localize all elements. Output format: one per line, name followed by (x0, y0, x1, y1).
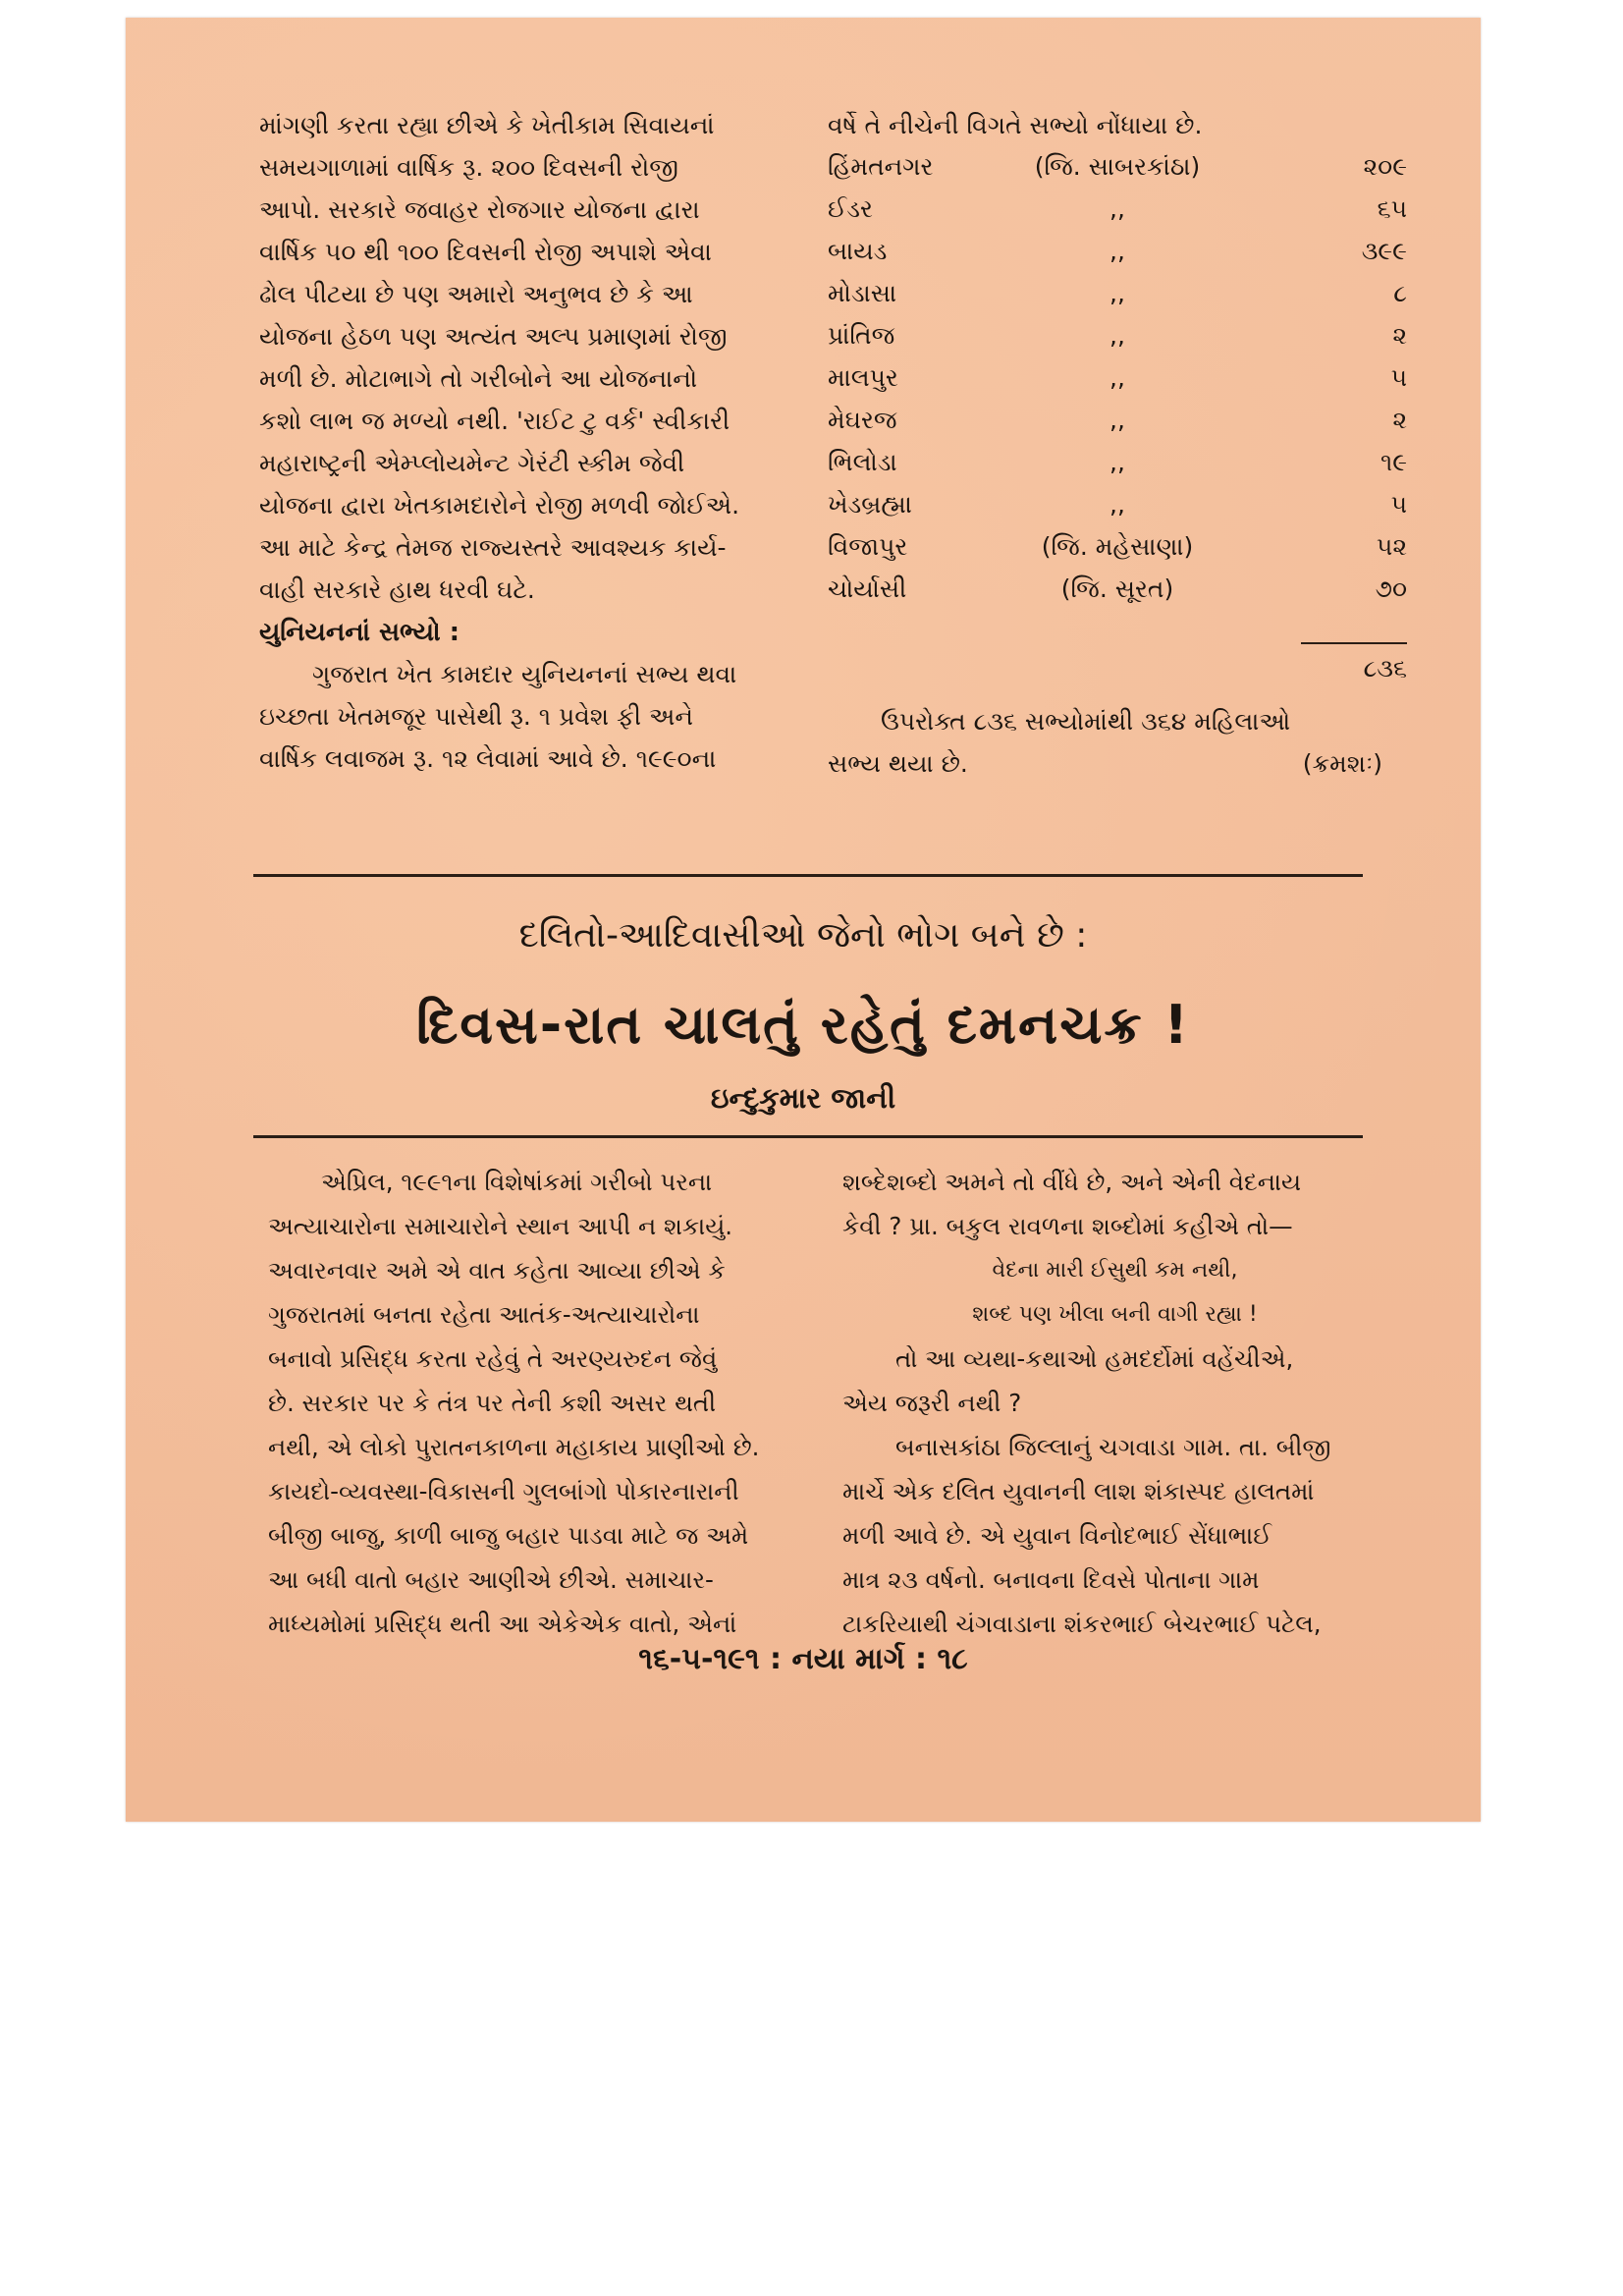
text-line: તો આ વ્યથા-કથાઓ હમદર્દોમાં વહેંચીએ, (895, 1344, 1294, 1373)
place-cell: વિજાપુર (828, 532, 908, 561)
district-cell: ,, (1109, 406, 1125, 434)
table-row (828, 188, 1407, 230)
left-column-text (259, 104, 760, 780)
table-row (828, 525, 1407, 568)
union-members-subheading: યુનિયનનાં સભ્યો : (259, 618, 460, 647)
members-total: ૮૩૬ (1363, 654, 1407, 683)
place-cell: માલપુર (828, 363, 898, 392)
table-row (828, 314, 1407, 356)
place-cell: ઈડર (828, 194, 873, 223)
text-line: આપો. સરકારે જવાહર રોજગાર યોજના દ્વારા (259, 195, 700, 224)
page-footer: ૧૬-૫-૧૯૧ : નયા માર્ગ : ૧૮ (638, 1642, 968, 1676)
district-cell: ,, (1109, 279, 1125, 307)
count-cell: ૮ (1393, 279, 1407, 307)
text-line: માંગણી કરતા રહ્યા છીએ કે ખેતીકામ સિવાયનાં (259, 111, 715, 139)
place-cell: ભિલોડા (828, 448, 897, 476)
text-line: માત્ર ૨૩ વર્ષનો. બનાવના દિવસે પોતાના ગામ (842, 1565, 1260, 1594)
district-cell: (જિ. સૂરત) (1060, 574, 1174, 603)
text-line: છે. સરકાર પર કે તંત્ર પર તેની કશી અસર થતી (268, 1389, 717, 1417)
count-cell: ૫૨ (1376, 532, 1407, 561)
text-line: ગુજરાત ખેત કામદાર યુનિયનનાં સભ્ય થવા (312, 660, 737, 688)
count-cell: ૨ (1392, 321, 1407, 350)
text-line: સમયગાળામાં વાર્ષિક રૂ. ૨૦૦ દિવસની રોજી (259, 153, 678, 182)
text-line: યોજના હેઠળ પણ અત્યંત અલ્પ પ્રમાણમાં રોજી (259, 322, 728, 351)
text-line: અવારનવાર અમે એ વાત કહેતા આવ્યા છીએ કે (268, 1256, 726, 1285)
text-line: ઇચ્છતા ખેતમજૂર પાસેથી રૂ. ૧ પ્રવેશ ફી અને (259, 702, 693, 731)
district-cell: ,, (1109, 237, 1125, 265)
text-line: આ બધી વાતો બહાર આણીએ છીએ. સમાચાર- (268, 1565, 714, 1594)
section-divider-bottom (253, 1135, 1363, 1138)
place-cell: પ્રાંતિજ (828, 321, 895, 350)
count-cell: ૭૦ (1375, 574, 1407, 603)
table-row (828, 441, 1407, 483)
count-cell: ૫ (1390, 363, 1407, 392)
text-line: એપ્રિલ, ૧૯૯૧ના વિશેષાંકમાં ગરીબો પરના (321, 1168, 713, 1196)
article-byline: ઇન્દુકુમાર જાની (710, 1081, 896, 1115)
text-line: બીજી બાજુ, કાળી બાજુ બહાર પાડવા માટે જ અમે (268, 1521, 749, 1550)
place-cell: હિંમતનગર (828, 152, 934, 181)
district-cell: (જિ. સાબરકાંઠા) (1034, 152, 1201, 181)
text-line: ટાકરિયાથી ચંગવાડાના શંકરભાઈ બેચરભાઈ પટેલ, (842, 1610, 1322, 1638)
text-line: નથી, એ લોકો પુરાતનકાળના મહાકાય પ્રાણીઓ છે. (268, 1433, 760, 1461)
count-cell: ૧૯ (1380, 448, 1407, 476)
section-divider-top (253, 874, 1363, 877)
magazine-page (126, 18, 1481, 1822)
count-cell: ૨ (1392, 406, 1407, 434)
district-cell: (જિ. મહેસાણા) (1041, 532, 1194, 561)
text-line: માધ્યમોમાં પ્રસિદ્ધ થતી આ એકેએક વાતો, એનાં (268, 1610, 737, 1638)
count-cell: ૫ (1390, 490, 1407, 519)
article-headline: દિવસ-રાત ચાલતું રહેતું દમનચક્ર ! (416, 994, 1190, 1056)
table-row (828, 568, 1407, 610)
place-cell: ખેડબ્રહ્મા (828, 490, 912, 519)
text-line: માર્ચે એક દલિત યુવાનની લાશ શંકાસ્પદ હાલતમાં (842, 1477, 1315, 1505)
place-cell: બાયડ (828, 237, 888, 265)
table-row (828, 483, 1407, 525)
text-line: મળી આવે છે. એ યુવાન વિનોદભાઈ સેંધાભાઈ (842, 1521, 1272, 1550)
district-cell: ,, (1109, 194, 1125, 223)
total-divider (1301, 642, 1407, 644)
members-table (828, 106, 1407, 778)
text-line: બનાવો પ્રસિદ્ધ કરતા રહેવું તે અરણ્યરુદન જેવું (268, 1344, 718, 1373)
district-cell: ,, (1109, 490, 1125, 519)
table-row (828, 272, 1407, 314)
members-summary-line: સભ્ય થયા છે. (828, 749, 968, 778)
district-cell: ,, (1109, 363, 1125, 392)
count-cell: ૩૯૯ (1361, 237, 1407, 265)
table-row (828, 230, 1407, 272)
text-line: કેવી ? પ્રા. બકુલ રાવળના શબ્દોમાં કહીએ તો— (842, 1212, 1293, 1240)
text-line: કાયદો-વ્યવસ્થા-વિકાસની ગુલબાંગો પોકારનારાની (268, 1477, 739, 1505)
article-kicker: દલિતો-આદિવાસીઓ જેનો ભોગ બને છે : (518, 915, 1088, 956)
text-line: કશો લાભ જ મળ્યો નથી. 'રાઈટ ટુ વર્ક' સ્વીકારી (259, 407, 730, 435)
text-line: વાહી સરકારે હાથ ધરવી ઘટે. (259, 575, 535, 604)
count-cell: ૬૫ (1377, 194, 1407, 223)
text-line: વાર્ષિક ૫૦ થી ૧૦૦ દિવસની રોજી અપાશે એવા (259, 238, 712, 266)
district-cell: ,, (1109, 448, 1125, 476)
place-cell: મેઘરજ (828, 406, 897, 434)
text-line: એય જરૂરી નથી ? (842, 1389, 1022, 1417)
table-row (828, 145, 1407, 188)
text-line: અત્યાચારોના સમાચારોને સ્થાન આપી ન શકાયું. (268, 1212, 733, 1240)
poem-line: શબ્દ પણ ખીલા બની વાગી રહ્યા ! (972, 1302, 1258, 1327)
district-cell: ,, (1109, 321, 1125, 350)
poem-line: વેદના મારી ઈસુથી કમ નથી, (992, 1258, 1238, 1283)
article-right-column (842, 1160, 1407, 1646)
table-row (828, 399, 1407, 441)
place-cell: ચોર્યાસી (828, 574, 907, 603)
text-line: મળી છે. મોટાભાગે તો ગરીબોને આ યોજનાનો (259, 364, 698, 393)
text-line: યોજના દ્વારા ખેતકામદારોને રોજી મળવી જોઈએ. (259, 491, 740, 519)
text-line: શબ્દેશબ્દો અમને તો વીંધે છે, અને એની વેદનાય (842, 1168, 1302, 1196)
text-line: ગુજરાતમાં બનતા રહેતા આતંક-અત્યાચારોના (268, 1300, 700, 1329)
members-table-intro: વર્ષે તે નીચેની વિગતે સભ્યો નોંધાયા છે. (828, 111, 1203, 139)
text-line: ઢોલ પીટયા છે પણ અમારો અનુભવ છે કે આ (259, 280, 693, 308)
members-summary-line: ઉપરોક્ત ૮૩૬ સભ્યોમાંથી ૩૬૪ મહિલાઓ (881, 707, 1291, 736)
text-line: વાર્ષિક લવાજમ રૂ. ૧૨ લેવામાં આવે છે. ૧૯૯૦ના (259, 744, 717, 773)
place-cell: મોડાસા (828, 279, 897, 307)
article-left-column (268, 1160, 798, 1646)
table-row (828, 356, 1407, 399)
text-line: બનાસકાંઠા જિલ્લાનું ચગવાડા ગામ. તા. બીજી (895, 1433, 1331, 1461)
text-line: આ માટે કેન્દ્ર તેમજ રાજ્યસ્તરે આવશ્યક કાર્ય- (259, 533, 727, 562)
continued-marker: (ક્રમશઃ) (1302, 749, 1382, 778)
text-line: મહારાષ્ટ્રની એમ્પ્લોયમેન્ટ ગેરંટી સ્કીમ જેવી (259, 449, 685, 477)
count-cell: ૨૦૯ (1363, 152, 1407, 181)
